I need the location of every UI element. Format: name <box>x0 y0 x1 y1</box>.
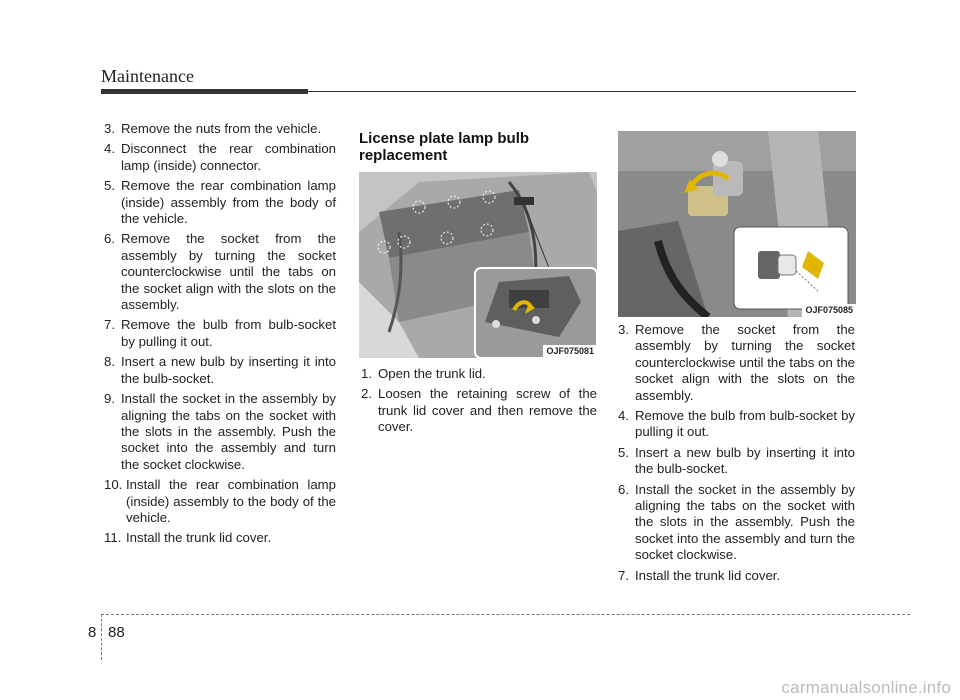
step-text: Remove the nuts from the vehicle. <box>121 121 322 136</box>
step-number: 5. <box>618 444 629 460</box>
section-heading: License plate lamp bulb replacement <box>359 130 530 164</box>
step-text: Install the socket in the assembly by aligning the tabs on the socket with the slots in the assembly. Push the socket into the assembly and turn the socket clockwise. <box>121 391 336 472</box>
column-3-steps <box>618 322 855 584</box>
step-item <box>361 366 597 382</box>
step-item <box>361 386 597 435</box>
column-3 <box>618 322 855 588</box>
step-item <box>104 354 336 387</box>
step-number: 8. <box>104 354 115 370</box>
step-item <box>104 141 336 174</box>
step-number: 4. <box>104 141 115 157</box>
step-item <box>104 231 336 313</box>
chapter-number: 8 <box>88 624 97 641</box>
step-item <box>618 445 855 478</box>
column-2-steps <box>361 366 597 436</box>
step-number: 11. <box>104 530 122 546</box>
step-item <box>618 568 855 584</box>
step-number: 5. <box>104 178 115 194</box>
step-text: Install the trunk lid cover. <box>635 567 781 583</box>
step-number: 4. <box>618 408 629 424</box>
column-1 <box>104 121 336 551</box>
column-2 <box>361 366 597 440</box>
trunk-lid-illustration <box>359 172 597 358</box>
step-text: Open the trunk lid. <box>378 366 486 381</box>
step-text: Insert a new bulb by inserting it into the bulb-socket. <box>121 354 336 386</box>
step-number: 2. <box>361 386 372 402</box>
footer-divider <box>101 614 102 660</box>
step-item <box>104 121 336 137</box>
step-text: Install the socket in the assembly by aligning the tabs on the socket with the slots in the assembly. Push the socket into the assembly and turn the socket clockwise. <box>635 481 855 563</box>
step-item <box>104 178 336 227</box>
step-text: Disconnect the rear combination lamp (inside) connector. <box>121 141 336 173</box>
step-item <box>618 408 855 441</box>
figure-code: OJF075081 <box>543 345 597 358</box>
watermark[interactable]: carmanualsonline.info <box>781 678 951 697</box>
step-text: Insert a new bulb by inserting it into the bulb-socket. <box>635 444 855 477</box>
footer-rule <box>101 614 910 615</box>
step-number: 1. <box>361 366 372 381</box>
column-1-steps <box>104 121 336 473</box>
step-item <box>618 482 855 564</box>
step-number: 6. <box>618 481 629 497</box>
step-text: Install the rear combination lamp (inside) assembly to the body of the vehicle. <box>126 477 336 525</box>
socket-illustration <box>618 131 856 317</box>
step-text: Remove the socket from the assembly by turning the socket counterclockwise until the tabs on the socket align with the slots on the assembly. <box>121 231 336 313</box>
step-number: 9. <box>104 391 115 407</box>
step-item <box>104 477 336 526</box>
step-text: Install the trunk lid cover. <box>126 530 272 546</box>
step-number: 10. <box>104 477 123 493</box>
socket-illustration-icon <box>618 131 856 317</box>
section-title: Maintenance <box>101 66 194 86</box>
header-rule-thin <box>308 91 856 92</box>
header-rule-thick <box>101 89 308 94</box>
step-item <box>104 391 336 473</box>
step-text: Loosen the retaining screw of the trunk lid cover and then remove the cover. <box>378 386 597 435</box>
step-text: Remove the rear combination lamp (inside) assembly from the body of the vehicle. <box>121 178 336 227</box>
step-text: Remove the bulb from bulb-socket by pulling it out. <box>635 408 855 440</box>
step-item <box>104 317 336 350</box>
step-text: Remove the bulb from bulb-socket by pulling it out. <box>121 317 336 349</box>
column-1-steps-continued <box>104 477 336 547</box>
step-number: 7. <box>104 317 115 333</box>
trunk-illustration-icon <box>359 172 597 358</box>
step-item <box>618 322 855 404</box>
step-item <box>104 530 336 546</box>
page-number: 88 <box>108 624 125 641</box>
step-number: 3. <box>618 322 629 337</box>
figure-code: OJF075085 <box>802 304 856 317</box>
step-number: 3. <box>104 121 115 136</box>
step-text: Remove the socket from the assembly by turning the socket counterclockwise until the tabs on the socket align with the slots on the assembly. <box>635 322 855 403</box>
step-number: 7. <box>618 567 629 583</box>
step-number: 6. <box>104 231 115 247</box>
